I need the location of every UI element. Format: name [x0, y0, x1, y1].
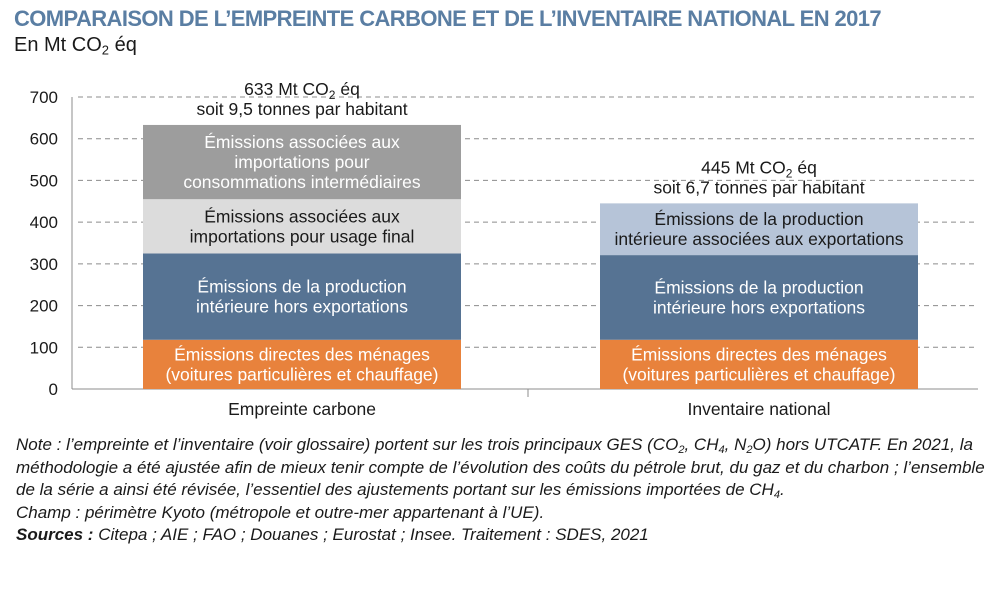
x-category-label: Inventaire national [687, 399, 831, 419]
segment-label: Émissions directes des ménages [631, 344, 887, 365]
y-tick-label: 400 [29, 213, 58, 233]
sources-list: Citepa ; AIE ; FAO ; Douanes ; Eurostat ; Insee. Traitement : SDES, 2021 [93, 525, 649, 544]
y-tick-label: 0 [48, 380, 58, 399]
total-per-capita-label: soit 9,5 tonnes par habitant [196, 98, 408, 119]
chart-notes [16, 434, 986, 547]
x-category-label: Empreinte carbone [228, 399, 376, 419]
y-tick-label: 600 [29, 129, 58, 149]
total-label: 633 Mt $CO_2$ éq [244, 78, 360, 102]
segment-label: (voitures particulières et chauffage) [622, 364, 896, 385]
sources-label: Sources : [16, 525, 94, 544]
segment-label: intérieure hors exportations [652, 297, 866, 318]
y-tick-label: 700 [29, 88, 58, 107]
segment-label: intérieure associées aux exportations [614, 229, 904, 250]
segment-label: Émissions de la production [197, 276, 407, 297]
total-label: 445 Mt $CO_2$ éq [701, 157, 817, 181]
total-per-capita-label: soit 6,7 tonnes par habitant [653, 177, 865, 198]
segment-label: importations pour usage final [189, 226, 415, 247]
sources-text [16, 524, 986, 547]
subtitle-text: En Mt CO [14, 34, 102, 56]
segment-label: intérieure hors exportations [195, 296, 409, 317]
chart-title: COMPARAISON DE L’EMPREINTE CARBONE ET DE L’INVENTAIRE NATIONAL EN 2017 [14, 6, 882, 31]
segment-label: Émissions directes des ménages [174, 344, 430, 365]
segment-label: Émissions de la production [654, 277, 864, 298]
note-text: Note : l’empreinte et l’inventaire (voir glossaire) portent sur les trois principaux GES ($CO_2$, $CH_4$, $N_2O$) hors UTCATF. En 2021, la méthodologie a été ajustée afin de mieux tenir compte de l’évolution des coûts du pétrole brut, du gaz et du charbon ; l’ensemble de la série a ainsi été révisée, l’essentiel des ajustements portant sur les émissions importées de $CH_4$. [16, 435, 985, 501]
segment-label: (voitures particulières et chauffage) [165, 364, 439, 385]
y-tick-label: 500 [29, 171, 58, 191]
segment-label: Émissions de la production [654, 209, 864, 230]
segment-label: Émissions associées aux [204, 206, 400, 227]
subtitle-subscript: 2 [101, 42, 110, 58]
y-tick-label: 100 [29, 338, 58, 358]
y-tick-label: 300 [29, 254, 58, 274]
champ-text: Champ : périmètre Kyoto (métropole et outre-mer appartenant à l’UE). [16, 502, 545, 522]
subtitle-unit: éq [109, 34, 137, 56]
y-tick-label: 200 [29, 296, 58, 316]
segment-label: consommations intermédiaires [183, 172, 421, 193]
segment-label: importations pour [234, 152, 370, 173]
segment-label: Émissions associées aux [204, 132, 400, 153]
